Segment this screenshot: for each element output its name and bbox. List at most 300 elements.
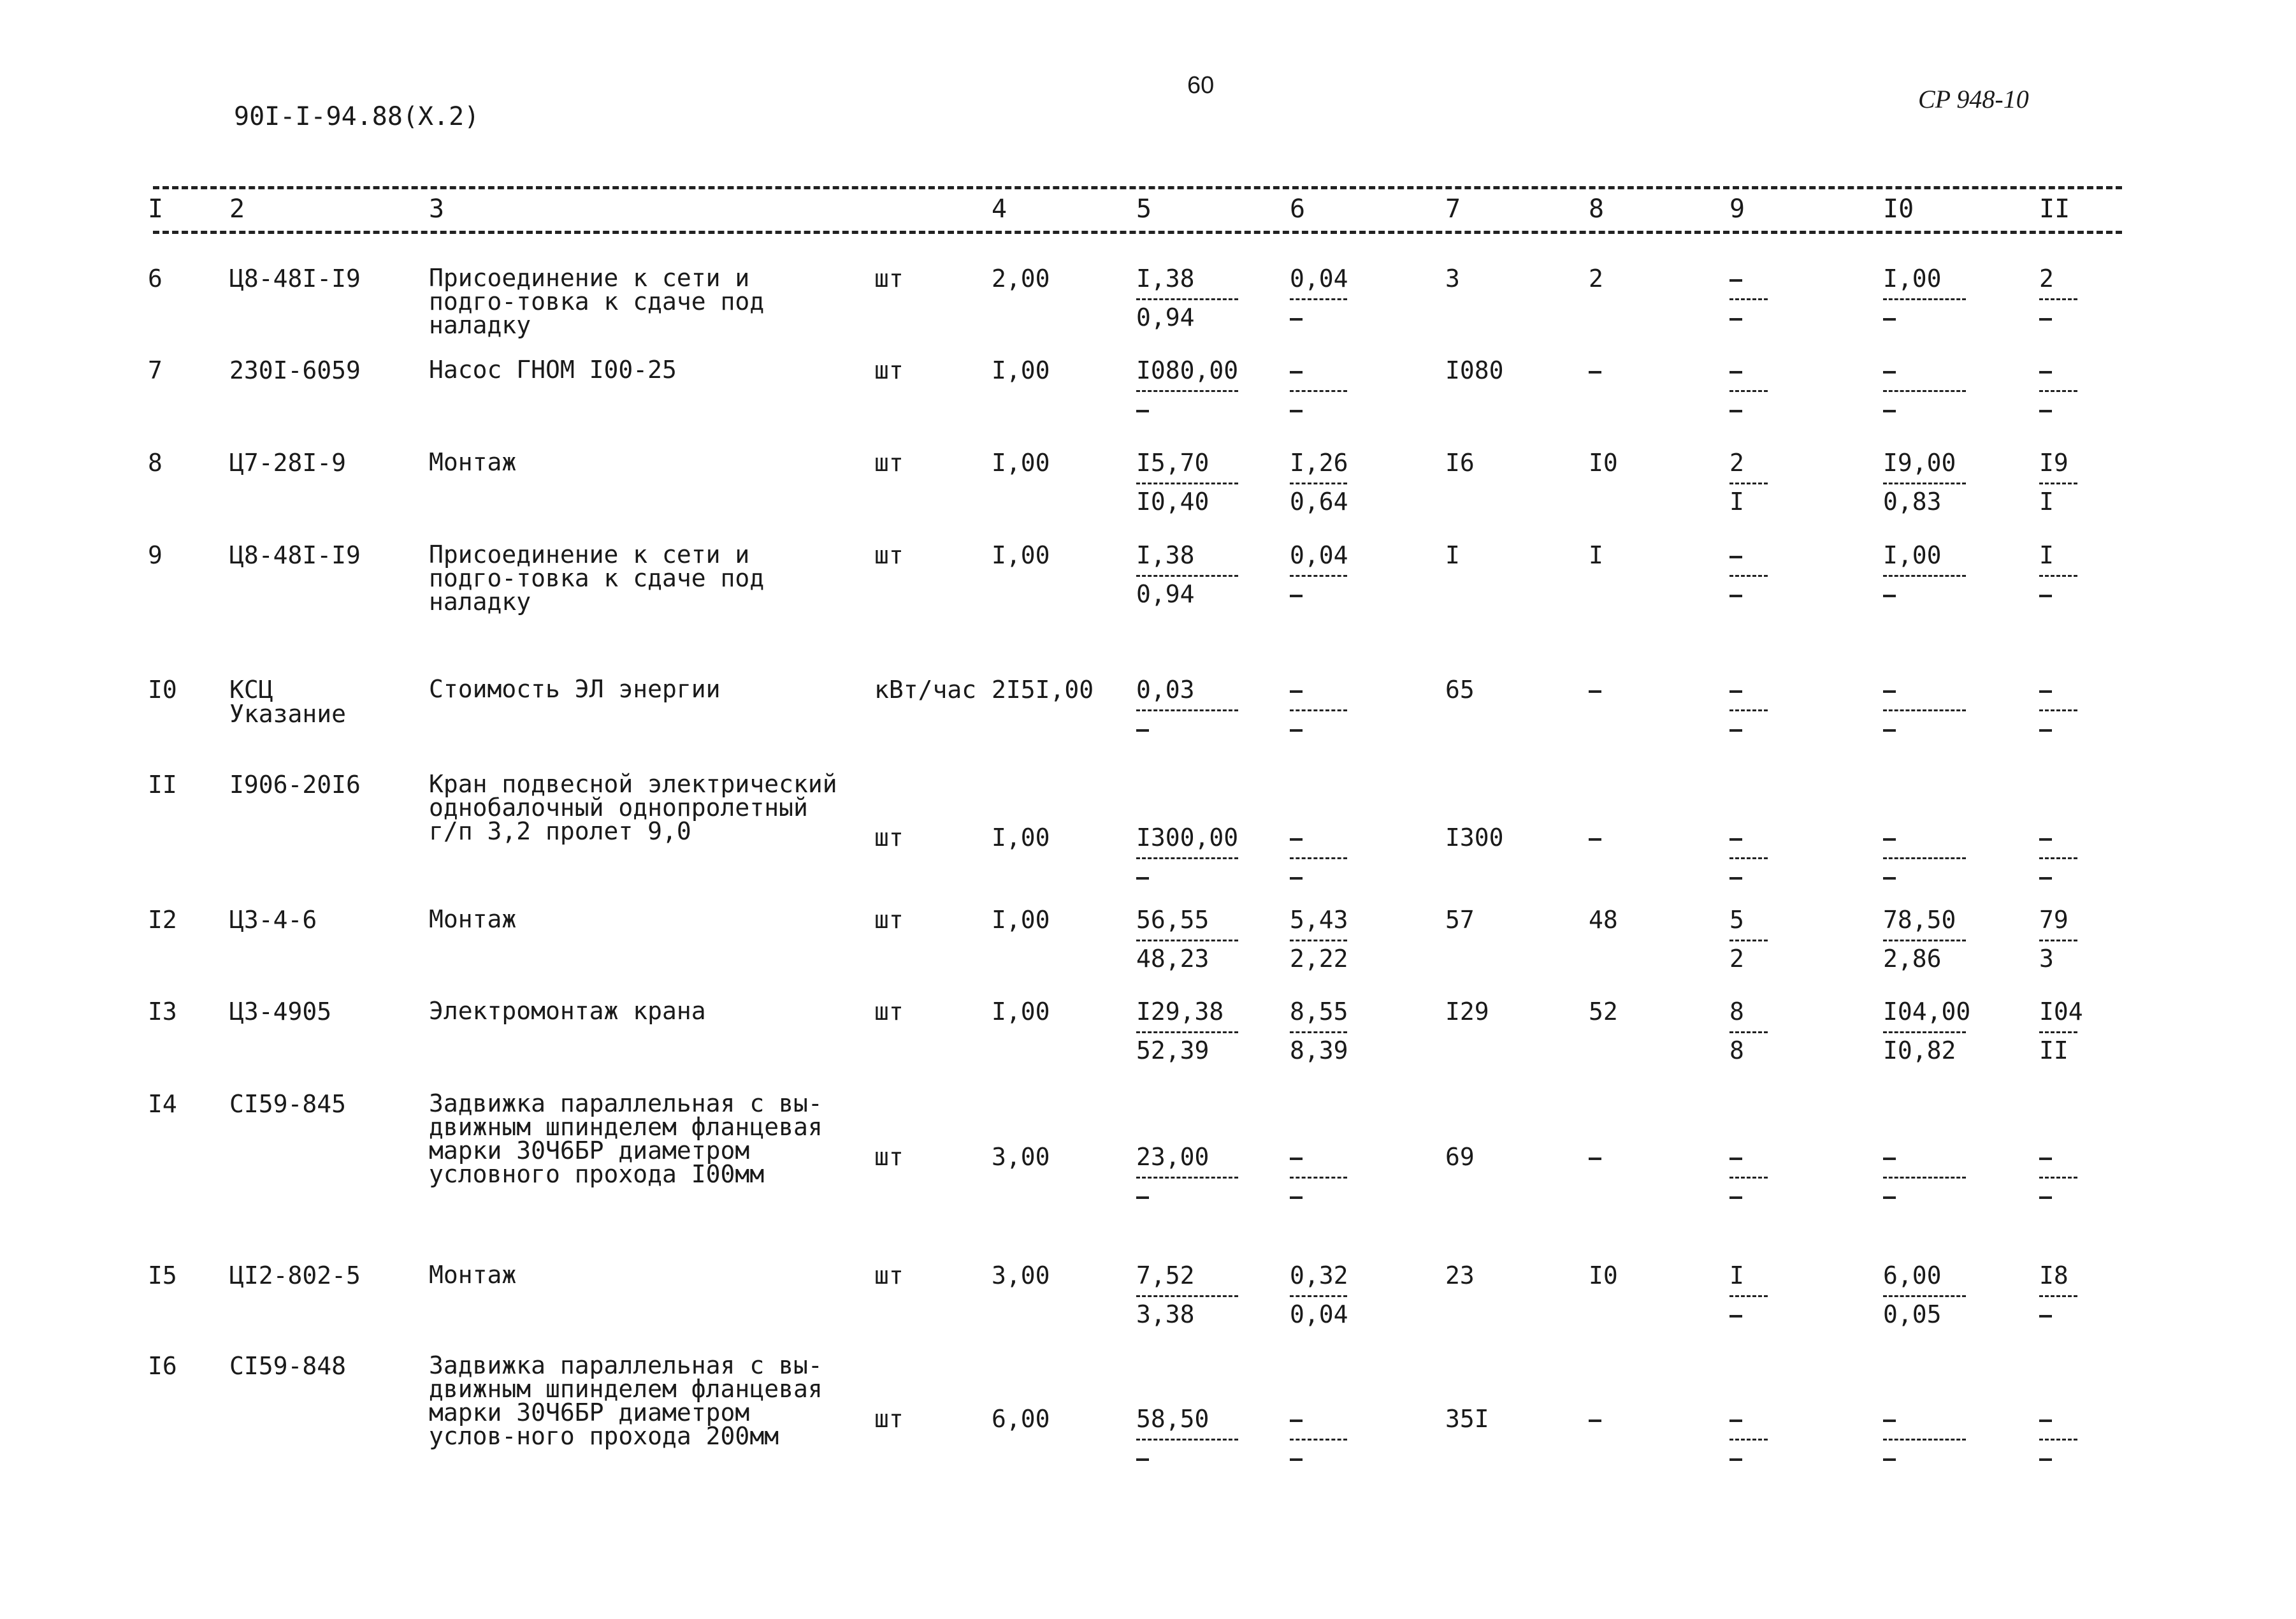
row-number: I4: [148, 1090, 177, 1118]
quantity: 6,00: [992, 1405, 1050, 1433]
machine-cost-top: 8,55: [1290, 999, 1347, 1033]
unit-cost-top: I5,70: [1136, 451, 1238, 484]
unit: кВт/час: [874, 676, 977, 704]
unit-cost-bottom: I0,40: [1136, 488, 1209, 516]
labor-unit-top: [1883, 1145, 1966, 1179]
machine-cost-top: I,26: [1290, 451, 1347, 484]
unit: шт: [874, 1405, 904, 1433]
unit-cost-bottom: [1136, 716, 1238, 741]
dash-mark: [2039, 1458, 2052, 1461]
labor-total: [2039, 358, 2077, 421]
labor-total: [2039, 451, 2077, 514]
machine-cost-bottom: [1290, 864, 1347, 889]
unit: шт: [874, 998, 904, 1026]
labor-unit-top: I,00: [1883, 543, 1966, 577]
machine-total-bottom: I: [1729, 488, 1744, 516]
machine-total: [1729, 999, 1768, 1063]
labor-unit: [1883, 451, 1966, 514]
labor-total-bottom: [2039, 397, 2077, 421]
unit-cost-bottom: [1136, 397, 1238, 421]
labor-unit-top: [1883, 825, 1966, 859]
dash-mark: [1883, 690, 1896, 693]
dash-mark: [2039, 729, 2052, 732]
dash-mark: [1883, 1158, 1896, 1160]
machine-cost-bottom: 0,64: [1290, 488, 1348, 516]
work-description: Задвижка параллельная с вы-движным шпинделем фланцевая марки 30Ч6БР диаметром условного прохода I00мм: [429, 1089, 823, 1188]
unit-cost-bottom: [1136, 1184, 1238, 1208]
machine-cost: [1290, 678, 1347, 741]
unit-cost-top: I300,00: [1136, 825, 1238, 859]
labor-total: [2039, 266, 2077, 330]
quantity: 3,00: [992, 1143, 1050, 1171]
dash-mark: [1290, 318, 1303, 321]
labor-total-bottom: [2039, 716, 2077, 741]
row-number: I0: [148, 676, 177, 704]
price-code: Ц3-4905: [229, 998, 332, 1026]
unit-cost-top: 56,55: [1136, 908, 1238, 941]
unit-cost: [1136, 1407, 1238, 1470]
quantity: I,00: [992, 824, 1050, 852]
total-cost: 35I: [1445, 1405, 1489, 1433]
dash-mark: [1136, 410, 1149, 412]
unit: шт: [874, 541, 904, 569]
row-number: I5: [148, 1261, 177, 1289]
machine-cost-bottom: [1290, 305, 1347, 330]
labor-total-top: 2: [2039, 266, 2077, 300]
dash-mark: [1729, 877, 1742, 880]
unit-cost-top: I29,38: [1136, 999, 1238, 1033]
dash-mark: [1729, 1315, 1742, 1318]
labor-unit-bottom: [1883, 397, 1966, 421]
unit-cost: [1136, 825, 1238, 889]
price-code: Ц3-4-6: [229, 906, 317, 934]
row-number: 9: [148, 541, 162, 569]
labor-total-bottom: [2039, 864, 2077, 889]
total-cost: 3: [1445, 265, 1460, 293]
unit-cost-top: 7,52: [1136, 1263, 1238, 1297]
quantity: I,00: [992, 906, 1050, 934]
machine-cost: [1290, 825, 1347, 889]
total-cost: 69: [1445, 1143, 1475, 1171]
wages-total: I: [1589, 541, 1603, 569]
wages-total: 2: [1589, 265, 1603, 293]
dash-mark: [1729, 838, 1742, 841]
labor-unit-top: I9,00: [1883, 451, 1966, 484]
wages-total: [1589, 1407, 1601, 1431]
machine-cost: [1290, 266, 1347, 330]
machine-cost-top: 0,32: [1290, 1263, 1347, 1297]
unit-cost-top: 23,00: [1136, 1145, 1238, 1179]
unit-cost-top: 0,03: [1136, 678, 1238, 711]
machine-cost-bottom: [1290, 1184, 1347, 1208]
header-rule-bottom: [153, 231, 2122, 234]
wages-total: [1589, 358, 1601, 382]
total-cost: I6: [1445, 449, 1475, 477]
dash-mark: [1290, 410, 1303, 412]
work-description: Монтаж: [429, 448, 517, 476]
unit-cost-top: 58,50: [1136, 1407, 1238, 1441]
total-cost: I300: [1445, 824, 1504, 852]
dash-mark: [2039, 1315, 2052, 1318]
price-code: 230I-6059: [229, 356, 361, 384]
labor-unit: [1883, 1407, 1966, 1470]
wages-total: [1589, 1145, 1601, 1169]
dash-mark: [1729, 279, 1742, 282]
labor-unit-bottom: I0,82: [1883, 1036, 1956, 1064]
price-code: Ц8-48I-I9: [229, 265, 361, 293]
dash-mark: [1883, 1458, 1896, 1461]
col-header-1: I: [148, 194, 164, 224]
unit: шт: [874, 906, 904, 934]
price-code: CI59-848: [229, 1352, 347, 1380]
labor-unit-bottom: 2,86: [1883, 945, 1942, 973]
work-description: Задвижка параллельная с вы-движным шпинделем фланцевая марки 30Ч6БР диаметром услов-ного прохода 200мм: [429, 1351, 823, 1450]
machine-total-bottom: [1729, 582, 1768, 606]
labor-unit: [1883, 1263, 1966, 1326]
dash-mark: [1883, 318, 1896, 321]
unit: шт: [874, 265, 904, 293]
machine-total-bottom: [1729, 864, 1768, 889]
dash-mark: [1729, 318, 1742, 321]
labor-total-top: [2039, 825, 2077, 859]
unit: шт: [874, 1143, 904, 1171]
machine-cost-bottom: [1290, 1446, 1347, 1470]
labor-total-bottom: [2039, 1302, 2077, 1326]
wages-total: 52: [1589, 998, 1618, 1026]
labor-total-bottom: 3: [2039, 945, 2054, 973]
dash-mark: [2039, 838, 2052, 841]
machine-cost-bottom: 0,04: [1290, 1300, 1348, 1328]
machine-cost-top: 0,04: [1290, 543, 1347, 577]
machine-total: [1729, 1263, 1768, 1326]
dash-mark: [2039, 690, 2052, 693]
total-cost: I: [1445, 541, 1460, 569]
dash-mark: [1290, 1158, 1303, 1160]
machine-cost-bottom: 2,22: [1290, 945, 1348, 973]
labor-total: [2039, 825, 2077, 889]
labor-unit: [1883, 543, 1966, 606]
row-number: 6: [148, 265, 162, 293]
labor-unit-bottom: [1883, 1184, 1966, 1208]
col-header-7: 7: [1445, 194, 1461, 224]
labor-unit-bottom: [1883, 716, 1966, 741]
machine-total: [1729, 451, 1768, 514]
machine-total: [1729, 358, 1768, 421]
col-header-11: II: [2039, 194, 2070, 224]
labor-unit: [1883, 998, 1971, 1064]
col-header-3: 3: [429, 194, 445, 224]
total-cost: 57: [1445, 906, 1475, 934]
machine-total: [1729, 1145, 1768, 1208]
labor-total: [2039, 908, 2077, 971]
unit-cost-bottom: 0,94: [1136, 303, 1195, 331]
machine-cost: [1290, 1407, 1347, 1470]
labor-total-top: [2039, 678, 2077, 711]
col-header-9: 9: [1729, 194, 1745, 224]
dash-mark: [1290, 877, 1303, 880]
row-number: I3: [148, 998, 177, 1026]
work-description: Присоединение к сети и подго-товка к сдаче под наладку: [429, 541, 765, 616]
machine-total-top: [1729, 678, 1768, 711]
unit-cost: [1136, 1263, 1238, 1326]
machine-cost-top: [1290, 358, 1347, 392]
dash-mark: [1883, 838, 1896, 841]
dash-mark: [1729, 1158, 1742, 1160]
machine-total-top: [1729, 266, 1768, 300]
machine-cost-bottom: [1290, 582, 1347, 606]
labor-unit: [1883, 358, 1966, 421]
machine-total: [1729, 678, 1768, 741]
unit-cost-bottom: 52,39: [1136, 1036, 1209, 1064]
machine-total-bottom: [1729, 305, 1768, 330]
document-code: 90I-I-94.88(X.2): [234, 102, 480, 131]
unit-cost: [1136, 358, 1238, 421]
dash-mark: [2039, 371, 2052, 374]
quantity: 2I5I,00: [992, 676, 1094, 704]
dash-mark: [1729, 729, 1742, 732]
labor-total-top: I8: [2039, 1263, 2077, 1297]
machine-total-top: [1729, 543, 1768, 577]
work-description: Монтаж: [429, 1261, 517, 1289]
labor-total: [2039, 1407, 2077, 1470]
machine-total-top: [1729, 1145, 1768, 1179]
labor-total-bottom: II: [2039, 1036, 2069, 1064]
labor-unit-top: I,00: [1883, 266, 1966, 300]
row-number: I6: [148, 1352, 177, 1380]
quantity: I,00: [992, 541, 1050, 569]
labor-unit-bottom: 0,05: [1883, 1300, 1942, 1328]
labor-total-top: I: [2039, 543, 2077, 577]
dash-mark: [2039, 318, 2052, 321]
labor-total-top: 79: [2039, 908, 2077, 941]
dash-mark: [1290, 595, 1303, 597]
page-number: 60: [1187, 72, 1215, 99]
machine-cost-top: [1290, 1407, 1347, 1441]
labor-unit: [1883, 678, 1966, 741]
unit: шт: [874, 449, 904, 477]
wages-total: 48: [1589, 906, 1618, 934]
unit-cost-bottom: 48,23: [1136, 945, 1209, 973]
unit-cost: [1136, 266, 1238, 330]
labor-total: [2039, 543, 2077, 606]
labor-unit-top: [1883, 358, 1966, 392]
labor-unit-bottom: [1883, 864, 1966, 889]
labor-unit-top: [1883, 678, 1966, 711]
dash-mark: [1883, 1196, 1896, 1199]
dash-mark: [2039, 410, 2052, 412]
labor-total-bottom: [2039, 1446, 2077, 1470]
unit: шт: [874, 824, 904, 852]
labor-unit-top: I04,00: [1883, 999, 1966, 1033]
dash-mark: [1136, 1196, 1149, 1199]
quantity: 3,00: [992, 1261, 1050, 1289]
dash-mark: [2039, 1419, 2052, 1422]
work-description: Кран подвесной электрический однобалочный однопролетный г/п 3,2 пролет 9,0: [429, 770, 837, 845]
dash-mark: [1729, 595, 1742, 597]
quantity: 2,00: [992, 265, 1050, 293]
unit-cost-top: I,38: [1136, 543, 1238, 577]
row-number: 8: [148, 449, 162, 477]
unit-cost: [1136, 908, 1238, 971]
unit-cost-bottom: 0,94: [1136, 580, 1195, 608]
machine-cost: [1290, 999, 1347, 1063]
machine-cost-bottom: [1290, 716, 1347, 741]
col-header-2: 2: [229, 194, 245, 224]
unit-cost: [1136, 1145, 1238, 1208]
dash-mark: [1136, 1458, 1149, 1461]
work-description: Насос ГНОМ I00-25: [429, 356, 677, 384]
col-header-8: 8: [1589, 194, 1605, 224]
labor-total: [2039, 1145, 2077, 1208]
machine-total-top: I: [1729, 1263, 1768, 1297]
unit-cost: [1136, 678, 1238, 741]
dash-mark: [1729, 556, 1742, 558]
dash-mark: [1729, 410, 1742, 412]
labor-unit-top: [1883, 1407, 1966, 1441]
dash-mark: [1290, 1196, 1303, 1199]
labor-total-bottom: [2039, 582, 2077, 606]
dash-mark: [1883, 729, 1896, 732]
col-header-6: 6: [1290, 194, 1306, 224]
machine-total-bottom: [1729, 1302, 1768, 1326]
labor-total-top: I04: [2039, 999, 2077, 1033]
dash-mark: [1883, 371, 1896, 374]
wages-total: I0: [1589, 449, 1618, 477]
machine-total-bottom: [1729, 1446, 1768, 1470]
total-cost: 65: [1445, 676, 1475, 704]
labor-unit: [1883, 1145, 1966, 1208]
unit: шт: [874, 356, 904, 384]
unit-cost-top: I,38: [1136, 266, 1238, 300]
dash-mark: [2039, 1158, 2052, 1160]
dash-mark: [2039, 877, 2052, 880]
work-description: Монтаж: [429, 905, 517, 933]
labor-total-bottom: I: [2039, 488, 2054, 516]
dash-mark: [1589, 690, 1601, 693]
price-code: CI59-845: [229, 1090, 347, 1118]
unit-cost: [1136, 999, 1238, 1063]
dash-mark: [1589, 1158, 1601, 1160]
machine-total: [1729, 1407, 1768, 1470]
price-code-note: Указание: [229, 700, 347, 728]
row-number: 7: [148, 356, 162, 384]
dash-mark: [1290, 690, 1303, 693]
machine-cost-bottom: 8,39: [1290, 1036, 1348, 1064]
row-number: II: [148, 771, 177, 799]
unit-cost-top: I080,00: [1136, 358, 1238, 392]
machine-total-bottom: 2: [1729, 945, 1744, 973]
work-description: Присоединение к сети и подго-товка к сдаче под наладку: [429, 264, 765, 339]
labor-total: [2039, 1263, 2077, 1326]
archive-stamp: CP 948-10: [1918, 85, 2029, 113]
dash-mark: [1729, 1458, 1742, 1461]
col-header-10: I0: [1883, 194, 1914, 224]
labor-total-top: [2039, 358, 2077, 392]
price-code: КСЦ: [229, 676, 273, 704]
dash-mark: [1729, 371, 1742, 374]
dash-mark: [1589, 838, 1601, 841]
price-code: I906-20I6: [229, 771, 361, 799]
machine-total-top: 5: [1729, 908, 1768, 941]
machine-total-top: [1729, 1407, 1768, 1441]
labor-total-top: [2039, 1145, 2077, 1179]
header-rule-top: [153, 186, 2122, 189]
labor-total-bottom: [2039, 305, 2077, 330]
dash-mark: [1729, 690, 1742, 693]
machine-cost: [1290, 1145, 1347, 1208]
dash-mark: [1290, 1458, 1303, 1461]
machine-cost-top: [1290, 1145, 1347, 1179]
machine-total: [1729, 266, 1768, 330]
labor-unit: [1883, 266, 1966, 330]
machine-cost: [1290, 358, 1347, 421]
dash-mark: [1589, 371, 1601, 374]
machine-total-bottom: [1729, 716, 1768, 741]
machine-total-top: [1729, 358, 1768, 392]
col-header-4: 4: [992, 194, 1007, 224]
labor-unit-top: 6,00: [1883, 1263, 1966, 1297]
labor-total-top: [2039, 1407, 2077, 1441]
dash-mark: [1136, 729, 1149, 732]
machine-total: [1729, 825, 1768, 889]
machine-total: [1729, 543, 1768, 606]
labor-unit-bottom: [1883, 305, 1966, 330]
machine-cost-top: [1290, 678, 1347, 711]
machine-total-top: [1729, 825, 1768, 859]
price-code: ЦI2-802-5: [229, 1261, 361, 1289]
dash-mark: [2039, 1196, 2052, 1199]
labor-unit-bottom: 0,83: [1883, 488, 1942, 516]
price-code: Ц7-28I-9: [229, 449, 347, 477]
machine-cost: [1290, 543, 1347, 606]
wages-total: [1589, 825, 1601, 850]
labor-unit: [1883, 908, 1966, 971]
labor-total-bottom: [2039, 1184, 2077, 1208]
unit-cost-bottom: 3,38: [1136, 1300, 1195, 1328]
machine-total-bottom: [1729, 1184, 1768, 1208]
machine-cost-top: 5,43: [1290, 908, 1347, 941]
work-description: Стоимость ЭЛ энергии: [429, 675, 721, 703]
total-cost: I080: [1445, 356, 1504, 384]
quantity: I,00: [992, 449, 1050, 477]
dash-mark: [1883, 410, 1896, 412]
machine-cost-top: 0,04: [1290, 266, 1347, 300]
dash-mark: [1729, 1196, 1742, 1199]
labor-total-top: I9: [2039, 451, 2077, 484]
labor-total: [2039, 678, 2077, 741]
dash-mark: [2039, 595, 2052, 597]
machine-total: [1729, 908, 1768, 971]
machine-total-bottom: [1729, 397, 1768, 421]
col-header-5: 5: [1136, 194, 1152, 224]
labor-unit-top: 78,50: [1883, 908, 1966, 941]
work-description: Электромонтаж крана: [429, 997, 706, 1025]
labor-unit-bottom: [1883, 582, 1966, 606]
labor-unit-bottom: [1883, 1446, 1966, 1470]
dash-mark: [1729, 1419, 1742, 1422]
dash-mark: [1589, 1419, 1601, 1422]
machine-cost: [1290, 451, 1347, 514]
quantity: I,00: [992, 998, 1050, 1026]
dash-mark: [1883, 1419, 1896, 1422]
unit-cost: [1136, 451, 1238, 514]
machine-cost: [1290, 1263, 1347, 1326]
quantity: I,00: [992, 356, 1050, 384]
dash-mark: [1290, 1419, 1303, 1422]
machine-cost-top: [1290, 825, 1347, 859]
machine-total-bottom: 8: [1729, 1036, 1744, 1064]
unit-cost-bottom: [1136, 1446, 1238, 1470]
